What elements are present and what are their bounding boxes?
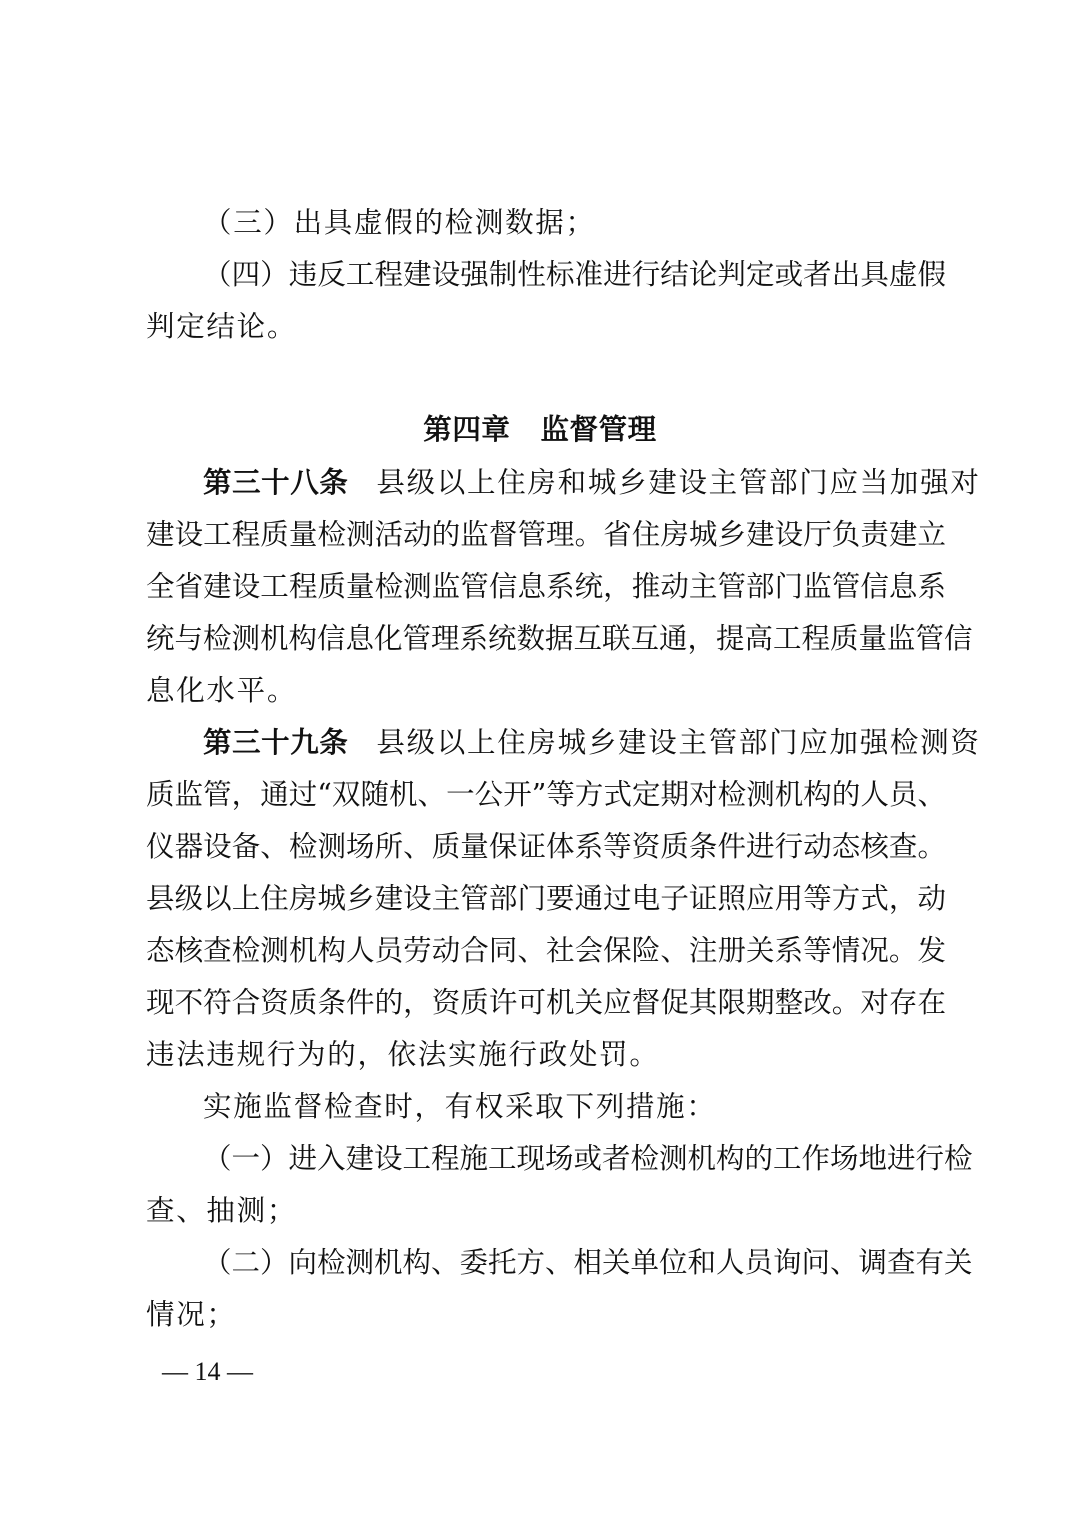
clause-4-line-2: 判定结论。 bbox=[146, 310, 298, 343]
article-39-label: 第三十九条 bbox=[203, 726, 349, 759]
measure-2-line-1: （二）向检测机构、委托方、相关单位和人员询问、调查有关 bbox=[203, 1246, 973, 1279]
article-39-line-4: 县级以上住房城乡建设主管部门要通过电子证照应用等方式，动 bbox=[146, 882, 946, 915]
chapter-number: 第四章 bbox=[423, 413, 511, 446]
article-38-line-4: 统与检测机构信息化管理系统数据互联互通，提高工程质量监管信 bbox=[146, 622, 973, 655]
article-38-label: 第三十八条 bbox=[203, 466, 349, 499]
article-39-line-2: 质监管，通过“双随机、一公开”等方式定期对检测机构的人员、 bbox=[146, 778, 946, 811]
chapter-title: 监督管理 bbox=[540, 413, 657, 446]
measure-2-line-2: 情况； bbox=[146, 1298, 237, 1331]
clause-3: （三）出具虚假的检测数据； bbox=[203, 206, 596, 239]
article-38-line-2: 建设工程质量检测活动的监督管理。省住房城乡建设厅负责建立 bbox=[146, 518, 946, 551]
article-39-line-7: 违法违规行为的，依法实施行政处罚。 bbox=[146, 1038, 660, 1071]
article-38-text-1: 县级以上住房和城乡建设主管部门应当加强对 bbox=[376, 466, 981, 499]
article-39-line-6: 现不符合资质条件的，资质许可机关应督促其限期整改。对存在 bbox=[146, 986, 946, 1019]
article-39-text-1: 县级以上住房城乡建设主管部门应加强检测资 bbox=[376, 726, 981, 759]
page-number: — 14 — bbox=[162, 1357, 253, 1386]
measure-1-line-2: 查、抽测； bbox=[146, 1194, 298, 1227]
article-38-line-3: 全省建设工程质量检测监管信息系统，推动主管部门监管信息系 bbox=[146, 570, 946, 603]
measures-intro: 实施监督检查时，有权采取下列措施： bbox=[203, 1090, 717, 1123]
chapter-heading bbox=[0, 406, 1080, 454]
article-39-line-1 bbox=[203, 719, 981, 767]
article-39-line-5: 态核查检测机构人员劳动合同、社会保险、注册关系等情况。发 bbox=[146, 934, 946, 967]
measure-1-line-1: （一）进入建设工程施工现场或者检测机构的工作场地进行检 bbox=[203, 1142, 973, 1175]
article-38-line-5: 息化水平。 bbox=[146, 674, 298, 707]
article-39-line-3: 仪器设备、检测场所、质量保证体系等资质条件进行动态核查。 bbox=[146, 830, 946, 863]
clause-4-line-1: （四）违反工程建设强制性标准进行结论判定或者出具虚假 bbox=[203, 258, 946, 291]
article-38-line-1 bbox=[203, 459, 981, 507]
